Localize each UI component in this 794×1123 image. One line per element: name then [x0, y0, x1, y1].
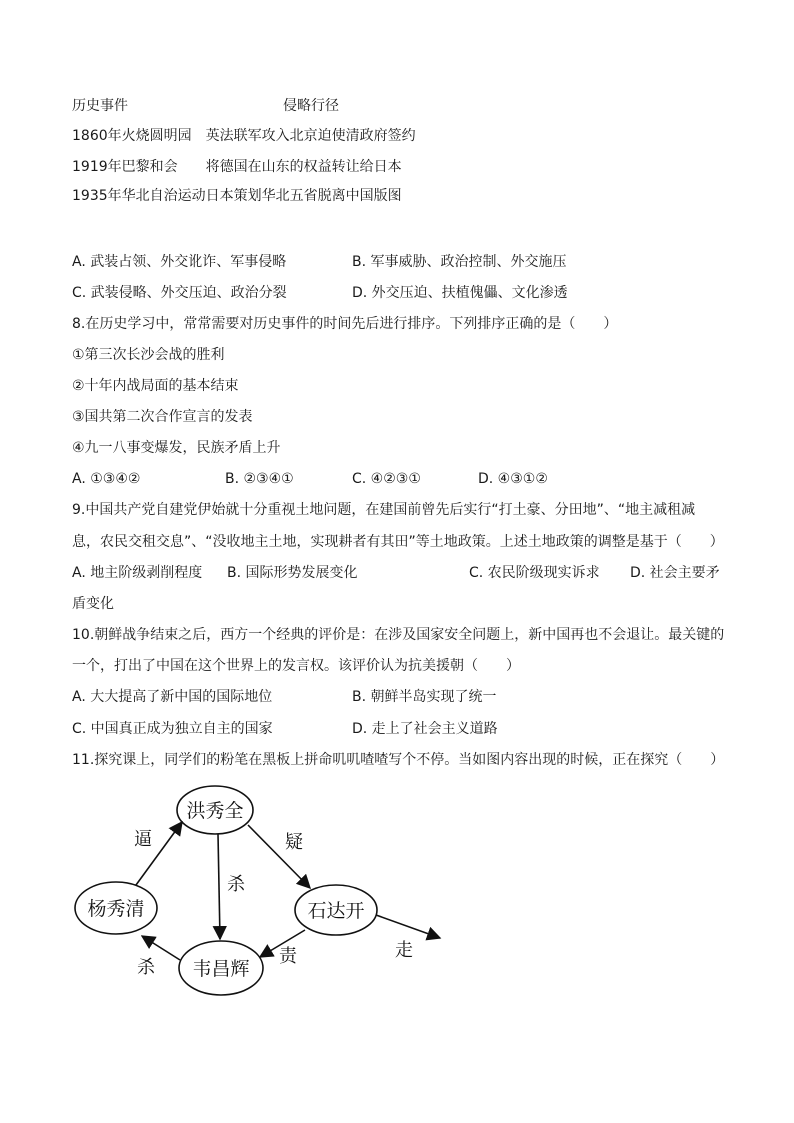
q10-option-a: A. 大大提高了新中国的国际地位	[72, 689, 273, 705]
table-header-event: 历史事件	[72, 98, 128, 114]
q9-option-d: D. 社会主要矛	[630, 565, 720, 581]
q9-option-a: A. 地主阶级剥削程度	[72, 565, 203, 581]
q10-stem-line2: 一个，打出了中国在这个世界上的发言权。该评价认为抗美援朝（ ）	[72, 658, 520, 674]
q9-stem-line1: 9.中国共产党自建党伊始就十分重视土地问题，在建国前曾先后实行“打土豪、分田地”、“地主减租减	[72, 502, 696, 518]
q9-option-d-cont: 盾变化	[72, 596, 114, 612]
q10-stem-line1: 10.朝鲜战争结束之后，西方一个经典的评价是：在涉及国家安全问题上，新中国再也不会退让。最关键的	[72, 627, 725, 643]
q8-option-b: B. ②③④①	[225, 471, 294, 487]
q10-option-d: D. 走上了社会主义道路	[352, 721, 498, 737]
q8-item-2: ②十年内战局面的基本结束	[72, 378, 239, 394]
q7-option-b: B. 军事威胁、政治控制、外交施压	[352, 254, 567, 270]
table-row: 1860年火烧圆明园 英法联军攻入北京迫使清政府签约	[72, 128, 416, 144]
node-hong-label: 洪秀全	[186, 800, 244, 822]
q8-option-c: C. ④②③①	[352, 471, 421, 487]
q7-option-a: A. 武装占领、外交讹诈、军事侵略	[72, 254, 287, 270]
edge-label-sha-1: 杀	[227, 874, 245, 895]
q8-item-3: ③国共第二次合作宣言的发表	[72, 409, 253, 425]
table-row: 1919年巴黎和会 将德国在山东的权益转让给日本	[72, 159, 402, 175]
q7-option-d: D. 外交压迫、扶植傀儡、文化渗透	[352, 285, 568, 301]
q8-option-a: A. ①③④②	[72, 471, 141, 487]
q9-stem-line2: 息，农民交租交息”、“没收地主土地，实现耕者有其田”等土地政策。上述土地政策的调整是基于（ ）	[72, 534, 724, 550]
node-shi-label: 石达开	[307, 900, 365, 922]
node-wei-label: 韦昌辉	[192, 958, 250, 980]
q7-option-c: C. 武装侵略、外交压迫、政治分裂	[72, 285, 287, 301]
q8-stem: 8.在历史学习中，常常需要对历史事件的时间先后进行排序。下列排序正确的是（ ）	[72, 316, 618, 332]
q11-stem: 11.探究课上，同学们的粉笔在黑板上拼命叽叽喳喳写个不停。当如图内容出现的时候，正在探究（ ）	[72, 752, 725, 768]
q9-option-c: C. 农民阶级现实诉求	[469, 565, 600, 581]
q8-item-1: ①第三次长沙会战的胜利	[72, 347, 225, 363]
edge-label-ze: 责	[279, 946, 297, 967]
q10-option-c: C. 中国真正成为独立自主的国家	[72, 721, 273, 737]
edge-label-bi: 逼	[134, 829, 152, 850]
q8-option-d: D. ④③①②	[478, 471, 548, 487]
edge-label-sha-2: 杀	[137, 957, 155, 978]
edge-shi-out	[376, 915, 440, 938]
table-header-path: 侵略行径	[283, 98, 339, 114]
edge-label-yi: 疑	[285, 832, 303, 853]
node-yang-label: 杨秀清	[87, 898, 145, 920]
table-row: 1935年华北自治运动日本策划华北五省脱离中国版图	[72, 188, 402, 204]
edge-label-zou: 走	[395, 940, 413, 961]
taiping-relations-diagram	[70, 780, 450, 1000]
q9-option-b: B. 国际形势发展变化	[227, 565, 358, 581]
q8-item-4: ④九一八事变爆发，民族矛盾上升	[72, 440, 281, 456]
q10-option-b: B. 朝鲜半岛实现了统一	[352, 689, 497, 705]
edge-hong-to-wei	[218, 834, 220, 939]
